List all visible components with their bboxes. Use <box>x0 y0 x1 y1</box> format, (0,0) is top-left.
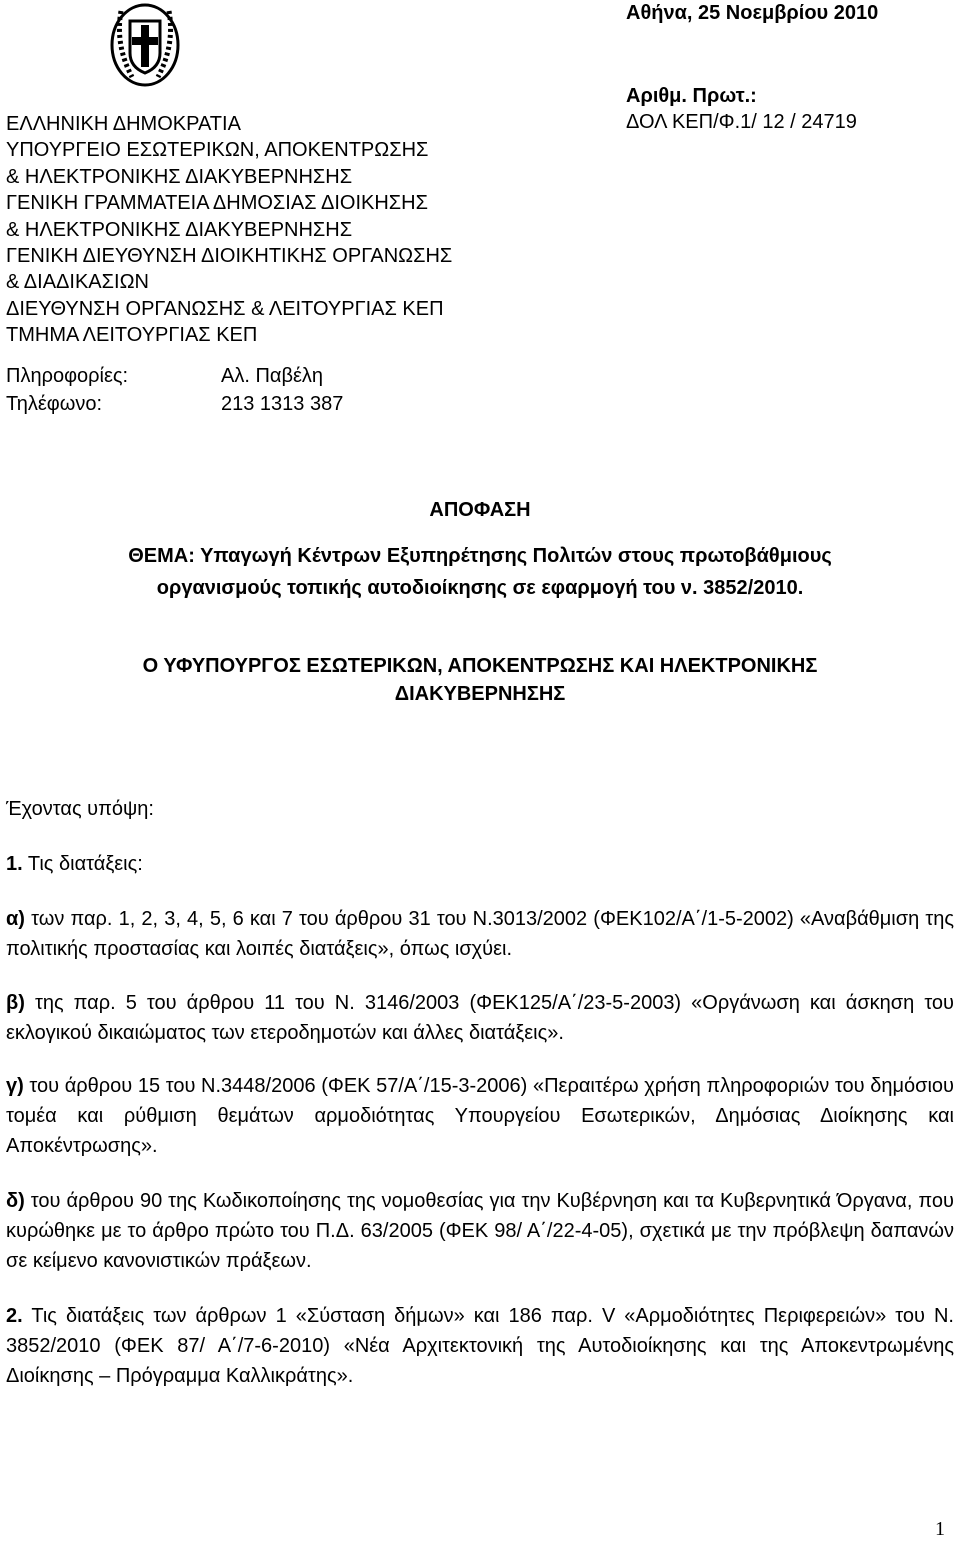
subject-line: οργανισμούς τοπικής αυτοδιοίκησης σε εφαρμογή του ν. 3852/2010. <box>156 577 804 599</box>
issuer-line: ΓΕΝΙΚΗ ΓΡΑΜΜΑΤΕΙΑ ΔΗΜΟΣΙΑΣ ΔΙΟΙΚΗΣΗΣ <box>6 192 428 215</box>
contact-info-label: Πληροφορίες: <box>6 365 129 387</box>
paragraph-b <box>6 988 954 1048</box>
paragraph-c <box>6 1071 954 1161</box>
issuer-line: ΓΕΝΙΚΗ ΔΙΕΥΘΥΝΣΗ ΔΙΟΙΚΗΤΙΚΗΣ ΟΡΓΑΝΩΣΗΣ <box>6 245 453 268</box>
protocol-number-value: ΔΟΛ ΚΕΠ/Φ.1/ 12 / 24719 <box>626 111 857 133</box>
item-1-number: 1. <box>6 853 23 875</box>
subject-line: ΘΕΜΑ: Υπαγωγή Κέντρων Εξυπηρέτησης Πολιτών στους πρωτοβάθμιους <box>128 545 832 567</box>
issuer-line: & ΗΛΕΚΤΡΟΝΙΚΗΣ ΔΙΑΚΥΒΕΡΝΗΣΗΣ <box>6 218 353 241</box>
greek-coat-of-arms-emblem <box>110 3 180 87</box>
phone-value: 213 1313 387 <box>221 393 344 415</box>
item-2 <box>6 1301 954 1391</box>
contact-info-value: Αλ. Παβέλη <box>221 365 324 387</box>
page-number: 1 <box>935 1518 945 1540</box>
item-1 <box>6 849 954 879</box>
paragraph-d-text: του άρθρου 90 της Κωδικοποίησης της νομοθεσίας για την Κυβέρνηση και τα Κυβερνητικά Όργανα, που κυρώθηκε με το άρθρο πρώτο του Π.Δ. 63/2005 (ΦΕΚ 98/ Α΄/22-4-05), σχετικά με την πρόβλεψη δαπανών σε κείμενο κανονιστικών πράξεων. <box>6 1190 954 1272</box>
item-2-number: 2. <box>6 1305 23 1327</box>
issuer-line: & ΗΛΕΚΤΡΟΝΙΚΗΣ ΔΙΑΚΥΒΕΡΝΗΣΗΣ <box>6 165 353 188</box>
paragraph-a-label: α) <box>6 908 25 930</box>
phone-label: Τηλέφωνο: <box>6 393 103 415</box>
paragraph-b-text: της παρ. 5 του άρθρου 11 του Ν. 3146/2003 (ΦΕΚ125/Α΄/23-5-2003) «Οργάνωση και άσκηση του εκλογικού δικαιώματος των ετεροδημοτών και άλλες διατάξεις». <box>6 992 954 1044</box>
issuer-line: ΔΙΕΥΘΥΝΣΗ ΟΡΓΑΝΩΣΗΣ & ΛΕΙΤΟΥΡΓΙΑΣ ΚΕΠ <box>6 297 444 320</box>
paragraph-c-text: του άρθρου 15 του Ν.3448/2006 (ΦΕΚ 57/Α΄/15-3-2006) «Περαιτέρω χρήση πληροφοριών του δημόσιου τομέα και ρύθμιση θεμάτων αρμοδιότητας Υπουργείου Εσωτερικών, Δημόσιας Διοίκησης και Αποκέντρωσης». <box>6 1075 954 1157</box>
issuer-line: ΤΜΗΜΑ ΛΕΙΤΟΥΡΓΙΑΣ ΚΕΠ <box>6 324 258 347</box>
item-2-text: Τις διατάξεις των άρθρων 1 «Σύσταση δήμων» και 186 παρ. V «Αρμοδιότητες Περιφερειών» του Ν. 3852/2010 (ΦΕΚ 87/ Α΄/7-6-2010) «Νέα Αρχιτεκτονική της Αυτοδιοίκησης και της Αποκεντρωμένης Διοίκησης – Πρόγραμμα Καλλικράτης». <box>6 1305 954 1387</box>
item-1-text: Τις διατάξεις: <box>22 853 143 875</box>
paragraph-d-label: δ) <box>6 1190 25 1212</box>
considering-label: Έχοντας υπόψη: <box>6 798 154 820</box>
paragraph-a <box>6 904 954 964</box>
paragraph-b-label: β) <box>6 992 25 1014</box>
paragraph-d <box>6 1186 954 1276</box>
decision-heading: ΑΠΟΦΑΣΗ <box>429 499 531 521</box>
paragraph-c-label: γ) <box>6 1075 24 1097</box>
authority-line: ΔΙΑΚΥΒΕΡΝΗΣΗΣ <box>394 683 566 705</box>
issuer-line: & ΔΙΑΔΙΚΑΣΙΩΝ <box>6 271 149 294</box>
issuer-line: ΕΛΛΗΝΙΚΗ ΔΗΜΟΚΡΑΤΙΑ <box>6 113 241 135</box>
document-date: Αθήνα, 25 Νοεμβρίου 2010 <box>626 2 879 24</box>
issuer-block <box>6 111 452 349</box>
issuer-line: ΥΠΟΥΡΓΕΙΟ ΕΣΩΤΕΡΙΚΩΝ, ΑΠΟΚΕΝΤΡΩΣΗΣ <box>6 139 429 162</box>
protocol-number-label: Αριθμ. Πρωτ.: <box>626 85 757 107</box>
paragraph-a-text: των παρ. 1, 2, 3, 4, 5, 6 και 7 του άρθρου 31 του Ν.3013/2002 (ΦΕΚ102/Α΄/1-5-2002) «Αναβάθμιση της πολιτικής προστασίας και λοιπές διατάξεις», όπως ισχύει. <box>6 908 954 960</box>
authority-line: Ο ΥΦΥΠΟΥΡΓΟΣ ΕΣΩΤΕΡΙΚΩΝ, ΑΠΟΚΕΝΤΡΩΣΗΣ ΚΑΙ ΗΛΕΚΤΡΟΝΙΚΗΣ <box>142 655 818 677</box>
